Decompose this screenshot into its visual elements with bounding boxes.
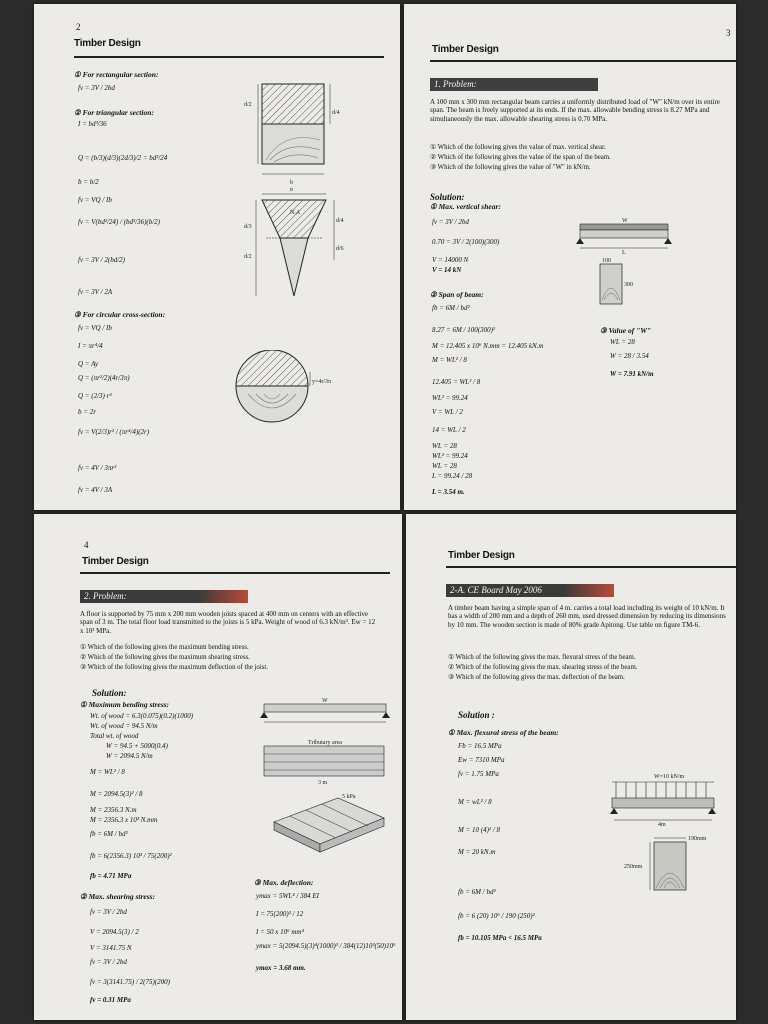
fig-label-d2-tri: d/2 bbox=[244, 254, 252, 260]
eq-circ-fv4: fv = 4V / 3A bbox=[78, 486, 113, 494]
page-2 bbox=[34, 4, 400, 510]
page-4 bbox=[34, 514, 402, 1020]
eq-p5-f7: fb = 6M / bd² bbox=[458, 888, 496, 896]
question-3: ③ Which of the following gives the max. deflection of the beam. bbox=[448, 674, 625, 681]
eq-p4-b8: M = 2356.3 N.m bbox=[90, 806, 137, 814]
eq-circ-i: I = πr⁴/4 bbox=[78, 342, 103, 350]
eq-p3-l1: fv = 3V / 2bd bbox=[432, 218, 469, 226]
solution-heading: Solution: bbox=[430, 192, 465, 202]
question-3: ③ Which of the following gives the maximum deflection of the joist. bbox=[80, 664, 268, 671]
page-header: Timber Design bbox=[448, 550, 515, 561]
fig-label-d4-tri: d/4 bbox=[336, 218, 344, 224]
eq-p4-d1: ymax = 5WL⁴ / 384 EI bbox=[256, 892, 319, 900]
eq-p3-m12: L = 99.24 / 28 bbox=[432, 472, 473, 480]
eq-p3-m3: M = 12.405 x 10⁶ N.mm = 12.405 kN.m bbox=[432, 342, 544, 350]
beam-diagram bbox=[574, 214, 674, 254]
eq-p4-v2: V = 2094.5(3) / 2 bbox=[90, 928, 139, 936]
page-3 bbox=[404, 4, 736, 510]
eq-tri-fv1: fv = VQ / Ib bbox=[78, 196, 112, 204]
eq-p4-b11: fb = 6(2356.3) 10³ / 75(200)² bbox=[90, 852, 172, 860]
eq-p4-b1: Wt. of wood = 6.3(0.075)(0.2)(1000) bbox=[90, 712, 194, 720]
fig-label-3m: 3 m bbox=[318, 780, 328, 786]
problem-band: 2. Problem: bbox=[80, 590, 248, 603]
section-rectangular: ① For rectangular section: bbox=[74, 70, 159, 79]
eq-circ-fv2: fv = V(2/3)r³ / (πr⁴/4)(2r) bbox=[78, 428, 150, 436]
eq-circ-q2: Q = (πr²/2)(4r/3π) bbox=[78, 374, 130, 382]
eq-p4-b5: W = 2094.5 N/m bbox=[106, 752, 153, 760]
question-1: ① Which of the following gives the max. flexural stress of the beam. bbox=[448, 654, 636, 661]
sub-flexural: ① Max. flexural stress of the beam: bbox=[448, 728, 559, 737]
fig-label-b-top: b bbox=[290, 188, 293, 193]
header-rule bbox=[430, 60, 736, 62]
eq-p4-v5: fv = 3(3141.75) / 2(75)(200) bbox=[90, 978, 170, 986]
eq-tri-i: I = bd³/36 bbox=[78, 120, 107, 128]
page-number: 3 bbox=[726, 28, 731, 38]
eq-p4-v4: fv = 3V / 2bd bbox=[90, 958, 127, 966]
eq-p5-f8: fb = 6 (20) 10⁶ / 190 (250)² bbox=[458, 912, 535, 920]
page-header: Timber Design bbox=[74, 38, 141, 49]
eq-p5-f9: fb = 10.105 MPa < 16.5 MPa bbox=[458, 934, 542, 942]
eq-p4-b4: W = 94.5 + 5000(0.4) bbox=[106, 742, 168, 750]
problem-statement: A timber beam having a simple span of 4 m. carries a total load including its weight of 10 kN/m. It has a width of 200 mm and a depth of 260 mm, used dressed dimension by reducing its dimensions by 10 mm. The wooden section is made of 80% grade Apitong. Use table on figure TM-6. bbox=[448, 604, 726, 629]
eq-p4-d5: ymax = 3.68 mm. bbox=[256, 964, 306, 972]
eq-tri-fv3: fv = 3V / 2(bd/2) bbox=[78, 256, 125, 264]
fig-label-4m: 4m bbox=[658, 822, 666, 826]
eq-p3-m5: 12.405 = WL² / 8 bbox=[432, 378, 481, 386]
eq-p3-m4: M = WL² / 8 bbox=[432, 356, 467, 364]
question-2: ② Which of the following gives the value of the span of the beam. bbox=[430, 154, 611, 161]
sub-bending: ① Maximum bending stress: bbox=[80, 700, 170, 709]
fig-label-l: L bbox=[622, 250, 626, 254]
rectangular-section-figure bbox=[244, 80, 364, 190]
eq-p5-f2: Ew = 7310 MPa bbox=[458, 756, 505, 764]
sub-span: ② Span of beam: bbox=[430, 290, 484, 299]
fig-label-w: W=10 kN/m bbox=[654, 774, 685, 780]
eq-p3-m13: L = 3.54 m. bbox=[432, 488, 465, 496]
fig-label-w: W bbox=[622, 218, 628, 224]
triangular-section-figure bbox=[244, 188, 364, 298]
eq-tri-fv4: fv = 3V / 2A bbox=[78, 288, 113, 296]
eq-p3-m9: WL = 28 bbox=[432, 442, 457, 450]
eq-p3-m7: V = WL / 2 bbox=[432, 408, 463, 416]
question-2: ② Which of the following gives the maximum shearing stress. bbox=[80, 654, 250, 661]
eq-p4-b7: M = 2094.5(3)² / 8 bbox=[90, 790, 143, 798]
fig-label-190: 190mm bbox=[688, 836, 707, 842]
eq-p3-m6: WL² = 99.24 bbox=[432, 394, 468, 402]
eq-p4-v3: V = 3141.75 N bbox=[90, 944, 132, 952]
eq-p4-d3: I = 50 x 10⁶ mm⁴ bbox=[256, 928, 304, 936]
eq-p3-l2: 0.70 = 3V / 2(100)(300) bbox=[432, 238, 500, 246]
fig-label-d6: d/6 bbox=[336, 246, 344, 252]
eq-circ-q1: Q = Ay bbox=[78, 360, 99, 368]
eq-p5-f4: M = wL² / 8 bbox=[458, 798, 492, 806]
eq-p3-m2: 8.27 = 6M / 100(300)² bbox=[432, 326, 496, 334]
page-number: 2 bbox=[76, 22, 81, 32]
eq-p5-f6: M = 20 kN.m bbox=[458, 848, 496, 856]
distributed-load-diagram bbox=[606, 770, 718, 826]
question-1: ① Which of the following gives the value of max. vertical shear. bbox=[430, 144, 606, 151]
eq-p3-w2: W = 28 / 3.54 bbox=[610, 352, 649, 360]
eq-circ-q3: Q = (2/3) r³ bbox=[78, 392, 112, 400]
eq-p4-b3: Total wt. of wood bbox=[90, 732, 139, 740]
floor-joist-isometric bbox=[268, 792, 388, 858]
eq-p3-m10: WL² = 99.24 bbox=[432, 452, 468, 460]
page-header: Timber Design bbox=[432, 44, 499, 55]
question-1: ① Which of the following gives the maximum bending stress. bbox=[80, 644, 249, 651]
section-triangular: ② For triangular section: bbox=[74, 108, 154, 117]
section-circular: ③ For circular cross-section: bbox=[74, 310, 166, 319]
question-2: ② Which of the following gives the max. shearing stress of the beam. bbox=[448, 664, 638, 671]
eq-p3-m1: fb = 6M / bd² bbox=[432, 304, 470, 312]
problem-statement: A 100 mm x 300 mm rectangular beam carries a uniformly distributed load of "W" kN/m over its entire span. The beam is freely supported at its ends. If the max. allowable bending stress is 8.27 MPa and simultaneously the max. allowable shearing stress is 0.70 MPa. bbox=[430, 98, 720, 123]
fig-label-na: N.A bbox=[290, 210, 301, 216]
page-header: Timber Design bbox=[82, 556, 149, 567]
fig-label-b: b bbox=[290, 180, 293, 186]
fig-label-300: 300 bbox=[624, 282, 633, 288]
page-number: 4 bbox=[84, 540, 89, 550]
eq-p3-m8: 14 = WL / 2 bbox=[432, 426, 466, 434]
sub-shearing: ② Max. shearing stress: bbox=[80, 892, 156, 901]
problem-statement: A floor is supported by 75 mm x 200 mm wooden joists spaced at 400 mm on centers with an effective span of 3 m. The total floor load transmitted to the joists is 5 kPa. Weight of wood of 6.3 kN/m³. Ew = 12 x 10³ MPa. bbox=[80, 610, 376, 635]
fig-label-w: W bbox=[322, 698, 328, 704]
eq-p4-b6: M = WL² / 8 bbox=[90, 768, 125, 776]
eq-p3-w1: WL = 28 bbox=[610, 338, 635, 346]
eq-tri-q: Q = (b/3)(d/3)(2d/3)/2 = bd²/24 bbox=[78, 154, 168, 162]
eq-rect-fv: fv = 3V / 2bd bbox=[78, 84, 115, 92]
question-3: ③ Which of the following gives the value of "W" in kN/m. bbox=[430, 164, 591, 171]
eq-tri-fv2: fv = V(bd²/24) / (bd³/36)(b/2) bbox=[78, 218, 161, 226]
beam-cross-section-diagram bbox=[624, 832, 724, 894]
eq-p3-l3: V = 14000 N bbox=[432, 256, 469, 264]
page-5 bbox=[406, 514, 736, 1020]
fig-label-d4: d/4 bbox=[332, 110, 340, 116]
eq-p4-b2: Wt. of wood = 94.5 N/m bbox=[90, 722, 158, 730]
eq-p4-v1: fv = 3V / 2bd bbox=[90, 908, 127, 916]
eq-p5-f1: Fb = 16.5 MPa bbox=[458, 742, 502, 750]
fig-label-tributary: Tributary area bbox=[308, 740, 342, 746]
eq-p4-b10: fb = 6M / bd² bbox=[90, 830, 128, 838]
eq-p4-d4: ymax = 5(2094.5)(3)⁴(1000)³ / 384(12)10³(50)10⁶ bbox=[256, 942, 396, 950]
eq-p3-l4: V = 14 kN bbox=[432, 266, 462, 274]
tributary-area-diagram bbox=[254, 736, 394, 786]
fig-label-d2: d/2 bbox=[244, 102, 252, 108]
solution-heading: Solution: bbox=[92, 688, 127, 698]
eq-p3-w3: W = 7.91 kN/m bbox=[610, 370, 654, 378]
header-rule bbox=[80, 572, 390, 574]
header-rule bbox=[74, 56, 384, 58]
eq-circ-fv3: fv = 4V / 3πr² bbox=[78, 464, 117, 472]
joist-beam-diagram bbox=[260, 694, 390, 724]
sub-deflection: ③ Max. deflection: bbox=[254, 878, 314, 887]
eq-p5-f5: M = 10 (4)² / 8 bbox=[458, 826, 501, 834]
eq-circ-b: b = 2r bbox=[78, 408, 96, 416]
fig-label-5kpa: 5 kPa bbox=[342, 794, 356, 800]
fig-label-y: y=4r/3π bbox=[312, 379, 332, 385]
eq-circ-fv1: fv = VQ / Ib bbox=[78, 324, 112, 332]
eq-tri-b: b = b/2 bbox=[78, 178, 99, 186]
eq-p4-v6: fv = 0.31 MPa bbox=[90, 996, 131, 1004]
problem-band: 1. Problem: bbox=[430, 78, 598, 91]
fig-label-d3: d/3 bbox=[244, 224, 252, 230]
cross-section-diagram bbox=[594, 256, 654, 306]
sub-max-shear: ① Max. vertical shear: bbox=[430, 202, 501, 211]
eq-p4-b12: fb = 4.71 MPa bbox=[90, 872, 132, 880]
fig-label-100: 100 bbox=[602, 258, 611, 264]
sub-value-w: ③ Value of "W" bbox=[600, 326, 652, 335]
fig-label-250: 250mm bbox=[624, 864, 643, 870]
eq-p3-m11: WL = 28 bbox=[432, 462, 457, 470]
eq-p5-f3: fv = 1.75 MPa bbox=[458, 770, 499, 778]
circular-section-figure bbox=[234, 350, 364, 430]
eq-p4-d2: I = 75(200)³ / 12 bbox=[256, 910, 304, 918]
header-rule bbox=[446, 566, 736, 568]
solution-heading: Solution : bbox=[458, 710, 495, 720]
problem-band: 2-A. CE Board May 2006 bbox=[446, 584, 614, 597]
eq-p4-b9: M = 2356.3 x 10³ N.mm bbox=[90, 816, 158, 824]
